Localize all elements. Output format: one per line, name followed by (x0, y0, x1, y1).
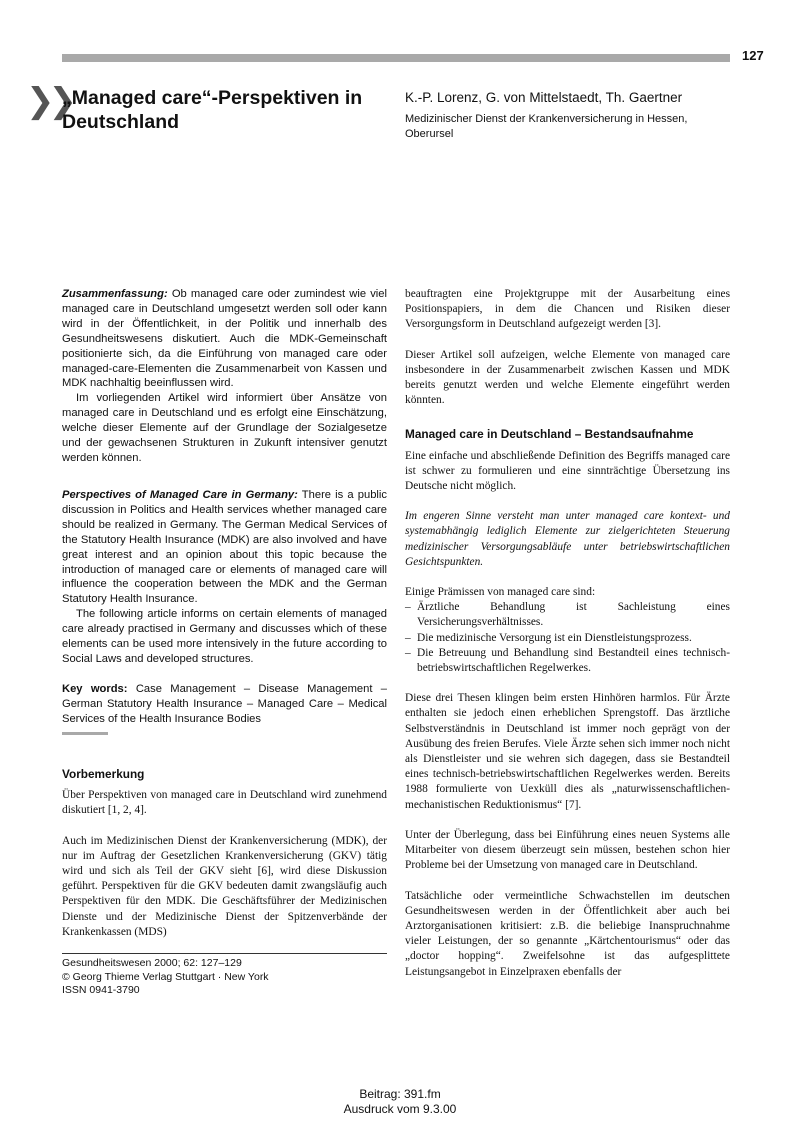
abstract-en-p1: There is a public discussion in Politics and Health services whether managed care should be realized in Germany. The German Medical Services of the Statutory Health Insurance (MDK) are also involved and have great interest and an opinion about this topic because the introduction of managed care or elements of managed care will influence the cooperation between the MDK and the German Statutory Health Insurance. (62, 489, 387, 606)
abstract-de-p1: Ob managed care oder zumindest wie viel managed care in Deutschland umgesetzt werden soll oder kann wird in der Öffentlichkeit, in der Politik und innerhalb des Gesundheitswesens diskutiert. Auch die MDK-Gemeinschaft positionierte sich, da die Einführung von managed care oder managed-care-Elementen die Zusammenarbeit von Kassen und MDK nachhaltig beeinflussen wird. (62, 288, 387, 390)
abstract-en-p2: The following article informs on certain elements of managed care already practised in Germany and discusses which of these elements can be used more intensively in the future according to Social Laws and developed structures. (62, 608, 387, 665)
abstract-divider (62, 732, 108, 735)
footer-divider (62, 953, 387, 954)
article-affiliation: Medizinischer Dienst der Krankenversicherung in Hessen, Oberursel (405, 113, 688, 140)
article-title: „Managed care“-Perspektiven in Deutschland (62, 87, 363, 133)
section-vorbemerkung (62, 767, 387, 940)
print-info (0, 1087, 800, 1116)
journal-citation: Gesundheitswesen 2000; 62: 127–129 (62, 957, 242, 969)
abstract-de-label: Zusammenfassung: (62, 288, 168, 300)
paragraph: Tatsächliche oder vermeintliche Schwachstellen im deutschen Gesundheitswesen werden in der Öffentlichkeit aber auch bei Arztorganisationen kritisiert: z.B. die beliebige Inanspruchnahme vieler Leistungen, der so genannte „Kärtchentourismus“ oder das „doctor hopping“. Zweifelsohne ist das aufgesplittete Leistungsangebot in Einzelpraxen ebenfalls der (405, 889, 730, 978)
page-number: 127 (742, 48, 764, 63)
paragraph: Über Perspektiven von managed care in Deutschland wird zunehmend diskutiert [1, 2, 4]. (62, 789, 387, 817)
keywords: Case Management – Disease Management – German Statutory Health Insurance – Managed Care – Medical Services of the Health Insurance Bodies (62, 682, 387, 725)
right-column (405, 287, 730, 980)
publisher: © Georg Thieme Verlag Stuttgart · New York (62, 970, 269, 983)
article-authors: K.-P. Lorenz, G. von Mittelstaedt, Th. Gaertner (405, 90, 683, 105)
list-item: – Die Betreuung und Behandlung sind Bestandteil eines technisch-betriebswirtschaftlichen Regelwerkes. (405, 646, 730, 676)
print-date: Ausdruck vom 9.3.00 (343, 1101, 457, 1116)
list-item: – Ärztliche Behandlung ist Sachleistung eines Versicherungsverhältnisses. (405, 600, 730, 630)
section-heading: Managed care in Deutschland – Bestandsaufnahme (405, 427, 694, 442)
abstract-english (62, 488, 387, 727)
paragraph: Eine einfache und abschließende Definition des Begriffs managed care ist schwer zu formulieren und eine sinnträchtige Übersetzung ins Deutsche nicht möglich. (405, 449, 730, 493)
header-rule (62, 54, 730, 62)
premises-list (405, 600, 730, 676)
abstract-de-p2: Im vorliegenden Artikel wird informiert über Ansätze von managed care in Deutschland und es erfolgt eine Einschätzung, welche dieser Elemente auf der Grundlage der Sozialgesetze und der gewachsenen Strukturen in Zukunft intensiver genutzt werden können. (62, 392, 387, 464)
paragraph: Auch im Medizinischen Dienst der Krankenversicherung (MDK), der nur im Auftrag der Gesetzlichen Krankenversicherung (GKV) tätig wird und sich als Teil der GKV sieht [6], wird diese Diskussion geführt. Perspektiven für die GKV bedeuten damit zwangsläufig auch Perspektiven für den MDK. Die Geschäftsführer der Medizinischen Dienste und der Medizinische Dienst der Spitzenverbände der Krankenkassen (MDS) (62, 834, 387, 938)
list-item: – Die medizinische Versorgung ist ein Dienstleistungsprozess. (405, 631, 730, 646)
print-file: Beitrag: 391.fm (359, 1087, 441, 1101)
issn: ISSN 0941-3790 (62, 984, 140, 996)
paragraph: beauftragten eine Projektgruppe mit der Ausarbeitung eines Positionspapiers, in dem die Chancen und Risiken dieser Versorgungsform in Deutschland aufgezeigt werden [3]. (405, 288, 730, 331)
paragraph: Unter der Überlegung, dass bei Einführung eines neuen Systems alle Mitarbeiter von diesem überzeugt sein müssen, bestehen schon hier Probleme bei der Umsetzung von managed care in Deutschland. (405, 828, 730, 872)
paragraph: Dieser Artikel soll aufzeigen, welche Elemente von managed care insbesondere in der Zusammenarbeit zwischen Kassen und MDK bereits genutzt werden und welche Elemente eingeführt werden könnten. (405, 348, 730, 407)
definition-paragraph: Im engeren Sinne versteht man unter managed care kontext- und systemabhängig lediglich Elemente zur zielgerichteten Steuerung medizinischer Versorgungsabläufe unter betriebswirtschaftlichen Gesichtspunkten. (405, 510, 730, 568)
paragraph: Diese drei Thesen klingen beim ersten Hinhören harmlos. Für Ärzte enthalten sie jedoch einen erheblichen Sprengstoff. Das ärztliche Selbstverständnis in Deutschland ist immer noch geprägt von der Ausübung des freien Berufes. Viele Ärzte sehen sich immer noch nicht als Dienstleister und sie wehren sich dagegen, dass sie Bestandteil eines technisch-betriebswirtschaftlichen Regelwerkes werden. Bereits 1988 formulierte von Uexküll dies als „naturwissenschaftlichen-mechanistischen Reduktionismus“ [7]. (405, 692, 730, 811)
abstract-en-label: Perspectives of Managed Care in Germany: (62, 489, 298, 501)
section-marker-icon: ❯❯ (26, 82, 71, 120)
list-intro: Einige Prämissen von managed care sind: (405, 586, 596, 599)
abstract-german (62, 287, 387, 466)
citation-footer (62, 957, 387, 998)
section-heading: Vorbemerkung (62, 767, 145, 781)
keywords-label: Key words: (62, 682, 128, 695)
